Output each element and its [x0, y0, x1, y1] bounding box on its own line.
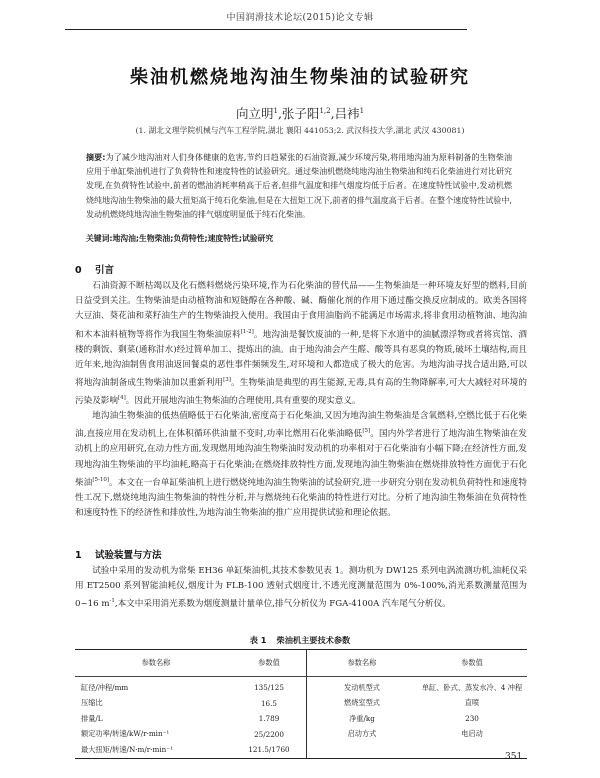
section-body-intro	[75, 279, 527, 521]
table-cell: 缸径/冲程/mm	[81, 682, 129, 692]
paragraph-text: 。生物柴油是典型的再生能源,无毒,具有高的生物降解率,可大大减轻对环境的污染及影响	[75, 377, 527, 406]
table-number: 表 1	[249, 635, 267, 645]
author-name: 吕袆	[334, 106, 360, 121]
table-caption	[0, 635, 600, 646]
table-cell: 净重/kg	[349, 713, 375, 723]
table-row	[75, 696, 527, 712]
section-heading-methods	[75, 547, 162, 561]
paragraph-text: 。国内外学者进行了地沟油生物柴油在发动机上的应用研究,在动力性方面,发现燃用地沟油生物柴油时发动机的功率相对于石化柴油有小幅下降;在经济性方面,发现地沟油生物柴油的平均油耗,略高于石化柴油;在燃烧排放特性方面,发现地沟油生物柴油在燃烧排放特性方面优于石化柴油	[75, 429, 527, 488]
paragraph-text: 地沟油生物柴油的低热值略低于石化柴油,密度高于石化柴油,又因为地沟油生物柴油是含氧燃料,空燃比低于石化柴油,直接应用在发动机上,在体积循环供油量不变时,功率比燃用石化柴油略低	[75, 411, 527, 440]
table-cell: 1.789	[232, 711, 307, 727]
table-cell	[307, 742, 418, 758]
author-affiliation-mark: 1,2	[319, 106, 331, 115]
section-number: 1	[75, 550, 82, 561]
table-row	[75, 742, 527, 758]
author-affiliation-mark: 1	[273, 106, 278, 115]
affiliations: (1. 湖北文理学院机械与汽车工程学院,湖北 襄阳 441053;2. 武汉科技大学,湖北 武汉 430081)	[135, 126, 465, 135]
author-affiliation-mark: 1	[359, 106, 365, 115]
keywords	[86, 233, 512, 244]
column-header: 参数值	[232, 650, 307, 677]
table-cell: 发动机型式	[344, 682, 380, 692]
section-heading-intro	[75, 262, 114, 276]
table-cell: 最大扭矩/转速/N·m/r·min⁻¹	[81, 744, 173, 754]
table-row	[75, 677, 527, 696]
paragraph-text: 。地沟油是餐饮废油的一种,是将下水道中的油腻漂浮物或者将宾馆、酒楼的剩饭、剩菜(通称泔水)经过简单加工、提炼出的油。由于地沟油会产生醛、酸等具有恶臭的物质,破坏土壤结构,而且近年来,地沟油制售食用油返回餐桌的恶性事件频频发生,对环境和人都造成了极大的危害。为地沟油寻找合适出路,可以将地沟油制备成生物柴油加以重新利用	[75, 329, 527, 388]
section-number: 0	[75, 265, 82, 276]
table-cell: 压缩比	[81, 698, 103, 708]
table-cell: 燃烧室型式	[344, 698, 380, 708]
column-header: 参数名称	[75, 650, 232, 677]
citation-ref: [5-10]	[92, 476, 109, 483]
table-cell: 121.5/1760	[232, 742, 307, 758]
citation-ref: [3]	[223, 377, 231, 384]
table-cell: 16.5	[232, 696, 307, 712]
table-cell: 230	[465, 714, 479, 724]
table-cell: 额定功率/转速/kW/r·min⁻¹	[81, 729, 170, 739]
keywords-label: 关键词:	[86, 234, 113, 243]
table-cell: 单缸、卧式、蒸发水冷、4 冲程	[421, 682, 523, 692]
paragraph-text: 试验中采用的发动机为常柴 EH36 单缸柴油机,其技术参数见表 1。测功机为 DW125 系列电涡流测功机,油耗仪采用 ET2500 系列智能油耗仪,烟度计为 FLB-100 透射式烟度计,不透光度测量范围为 0%-100%,消光系数测量范围为 0~16 m	[75, 566, 527, 610]
citation-ref: [4]	[117, 395, 126, 402]
table-cell: 电启动	[461, 729, 483, 739]
paper-title: 柴油机燃烧地沟油生物柴油的试验研究	[130, 67, 470, 88]
abstract-text: 为了减少地沟油对人们身体健康的危害,节约日趋紧张的石油资源,减少环境污染,将用地沟油为原料制备的生物柴油应用于单缸柴油机进行了负荷特性和速度特性的试验研究。通过柴油机燃烧纯地沟油生物柴油和纯石化柴油进行对比研究发现,在负荷特性试验中,前者的燃油消耗率稍高于后者,但排气温度和排气烟度均低于后者。在速度特性试验中,发动机燃烧纯地沟油生物柴油的最大扭矩高于纯石化柴油,但是在大扭矩工况下,前者的排气温度高于后者。在整个速度特性试验中,发动机燃烧纯地沟油生物柴油的排气烟度明显低于纯石化柴油。	[86, 153, 512, 219]
paragraph-text: 石油资源不断枯竭以及化石燃料燃烧污染环境,作为石化柴油的替代品——生物柴油是一种环境友好型的燃料,目前日益受到关注。生物柴油是由动植物油和短链醇在各种酸、碱、酶催化剂的作用下通过酯交换反应制成的。欧美各国将大豆油、葵花油和菜籽油生产的生物柴油投入使用。我国由于食用油脂尚不能满足市场需求,将非食用动植物油、地沟油和木本油料植物等将作为我国生物柴油原料	[75, 281, 527, 340]
engine-parameters-table	[75, 649, 527, 759]
table-caption-text: 柴油机主要技术参数	[276, 635, 351, 645]
table-row	[75, 711, 527, 727]
column-header: 参数名称	[307, 650, 418, 677]
table-cell: 25/2200	[232, 727, 307, 743]
section-title: 试验装置与方法	[95, 550, 162, 561]
paragraph	[75, 409, 527, 521]
author-list: 向立明$^1$,张子阳$^{1,2}$,吕袆$^1$	[235, 106, 365, 121]
table-cell: 135/125	[232, 677, 307, 696]
section-title: 引言	[95, 265, 115, 276]
abstract-label: 摘要:	[86, 153, 106, 162]
paragraph	[75, 564, 527, 612]
header-rule	[65, 29, 467, 30]
table-header-row	[75, 650, 527, 677]
author-name: 张子阳	[281, 106, 320, 121]
author-name: 向立明	[235, 106, 274, 121]
paragraph-text: ,本文中采用消光系数为烟度测量计量单位,排气分析仪为 FGA-4100A 汽车尾气分析仪。	[114, 599, 451, 610]
table-row	[75, 727, 527, 743]
keywords-text: 地沟油;生物柴油;负荷特性;速度特性;试验研究	[112, 234, 274, 243]
citation-ref: [5]	[362, 428, 371, 435]
citation-ref: [1-2]	[240, 328, 254, 335]
abstract	[86, 151, 512, 222]
paragraph-text: 。本文在一台单缸柴油机上进行燃烧纯地沟油生物柴油的试验研究,进一步研究分别在发动机负荷特性和速度特性工况下,燃烧纯地沟油生物柴油的特性分析,并与燃烧纯石化柴油的特性进行对比。分析了地沟油生物柴油在负荷特性和速度特性下的经济性和排放性,为地沟油生物柴油的推广应用提供试验和理论依据。	[75, 477, 527, 519]
paragraph	[75, 279, 527, 409]
table-cell: 排量/L	[81, 713, 103, 723]
paragraph-text: 。因此开展地沟油生物柴油的合理使用,具有重要的现实意义。	[125, 396, 361, 406]
page-number: 351	[505, 752, 523, 762]
table-cell: 直喷	[464, 698, 480, 708]
running-head: 中国润滑技术论坛(2015)论文专辑	[226, 13, 374, 23]
column-header: 参数值	[417, 650, 527, 677]
section-body-methods	[75, 564, 527, 612]
citation-ref: -1	[109, 598, 115, 605]
table-cell: 启动方式	[347, 729, 377, 739]
